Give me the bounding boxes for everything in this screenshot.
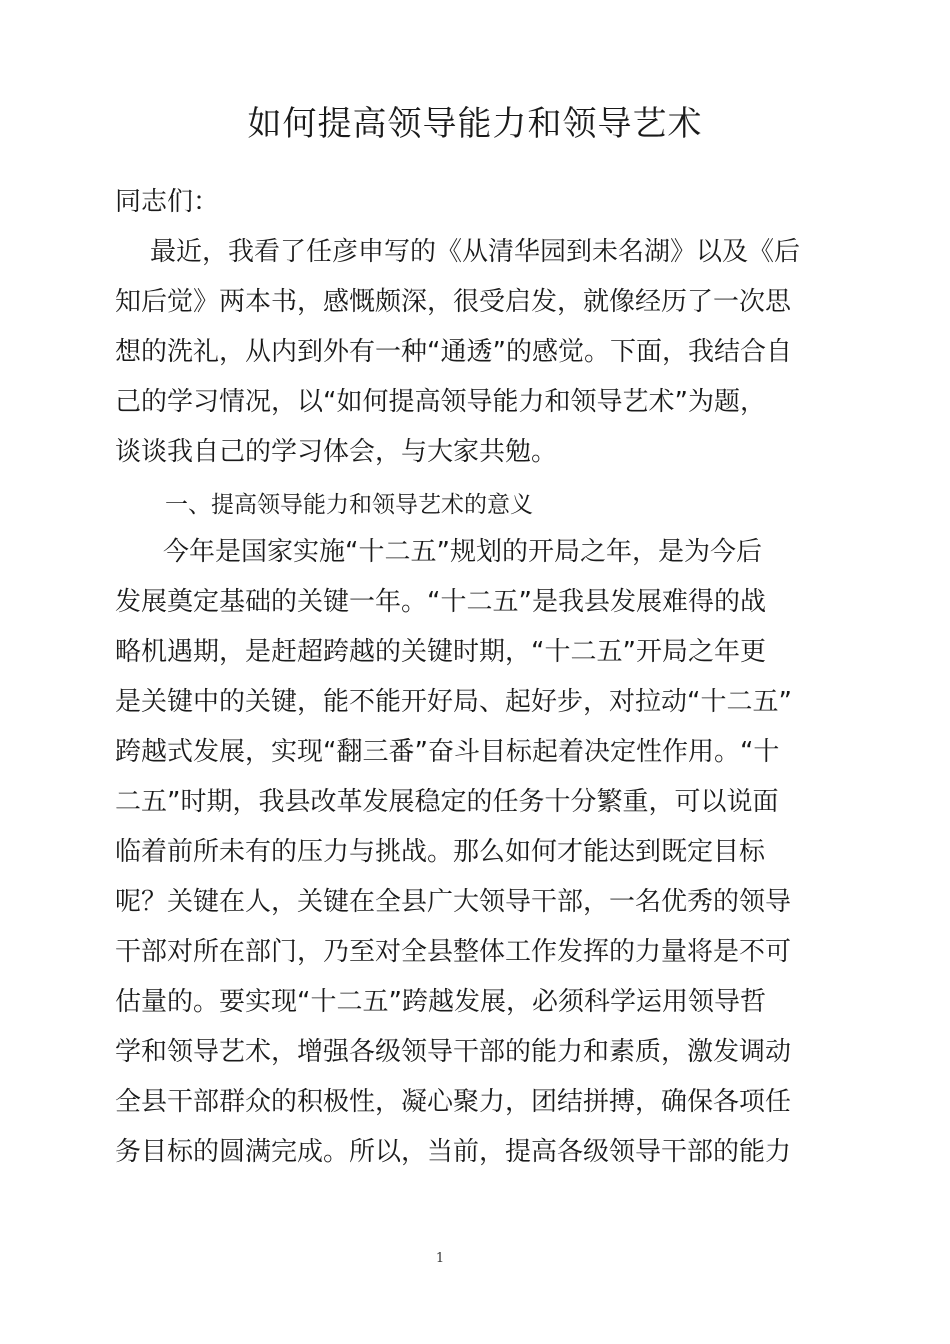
paragraph-line: 想的洗礼，从内到外有一种“通透”的感觉。下面，我结合自 [115,337,792,367]
paragraph-line: 己的学习情况，以“如何提高领导能力和领导艺术”为题， [115,387,766,417]
paragraph-line: 知后觉》两本书，感慨颇深，很受启发，就像经历了一次思 [115,287,792,317]
greeting: 同志们： [115,187,220,217]
paragraph-line: 临着前所未有的压力与挑战。那么如何才能达到既定目标 [115,837,766,867]
paragraph-line: 呢？关键在人，关键在全县广大领导干部，一名优秀的领导 [115,887,792,917]
paragraph-line: 估量的。要实现“十二五”跨越发展，必须科学运用领导哲 [115,987,766,1017]
paragraph-line: 务目标的圆满完成。所以，当前，提高各级领导干部的能力 [115,1137,792,1167]
paragraph-line: 略机遇期，是赶超跨越的关键时期，“十二五”开局之年更 [115,637,766,667]
section-heading: 一、提高领导能力和领导艺术的意义 [165,492,533,518]
paragraph-line: 全县干部群众的积极性，凝心聚力，团结拼搏，确保各项任 [115,1087,792,1117]
paragraph-line: 是关键中的关键，能不能开好局、起好步，对拉动“十二五” [115,687,792,717]
page-number: 1 [435,1251,445,1266]
paragraph-line: 最近，我看了任彦申写的《从清华园到未名湖》以及《后 [150,237,801,267]
document-title: 如何提高领导能力和领导艺术 [247,104,703,144]
paragraph-line: 今年是国家实施“十二五”规划的开局之年，是为今后 [163,537,762,567]
paragraph-line: 跨越式发展，实现“翻三番”奋斗目标起着决定性作用。“十 [115,737,780,767]
paragraph-line: 发展奠定基础的关键一年。“十二五”是我县发展难得的战 [115,587,766,617]
paragraph-line: 谈谈我自己的学习体会，与大家共勉。 [115,437,558,467]
paragraph-line: 二五”时期，我县改革发展稳定的任务十分繁重，可以说面 [115,787,779,817]
paragraph-line: 干部对所在部门，乃至对全县整体工作发挥的力量将是不可 [115,937,792,967]
paragraph-line: 学和领导艺术，增强各级领导干部的能力和素质，激发调动 [115,1037,792,1067]
